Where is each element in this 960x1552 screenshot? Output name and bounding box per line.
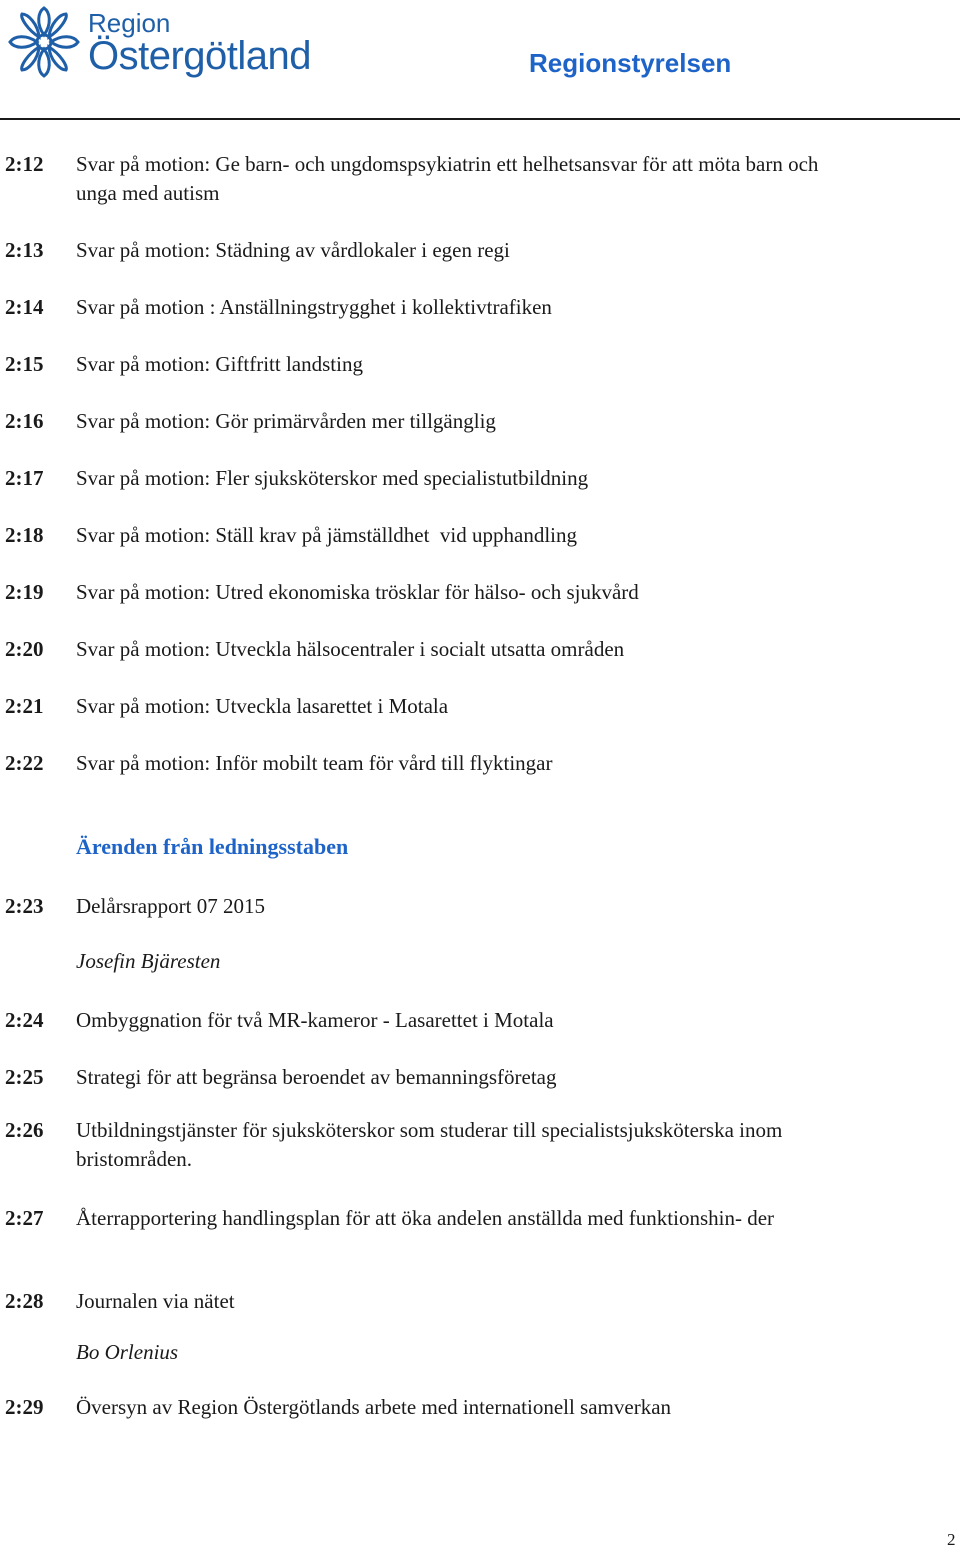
item-number: 2:20 (5, 637, 44, 661)
region-logo (4, 4, 324, 80)
presenter-name: Bo Orlenius (76, 1340, 179, 1364)
item-text: Ombyggnation för två MR-kameror - Lasarettet i Motala (76, 1008, 554, 1032)
item-number: 2:26 (5, 1118, 44, 1142)
item-text: Svar på motion: Utveckla hälsocentraler i socialt utsatta områden (76, 637, 625, 661)
item-text: Svar på motion: Giftfritt landsting (76, 352, 363, 376)
item-number: 2:13 (5, 238, 44, 262)
item-number: 2:22 (5, 751, 44, 775)
item-text: Svar på motion: Utveckla lasarettet i Motala (76, 694, 449, 718)
item-number: 2:19 (5, 580, 44, 604)
item-number: 2:12 (5, 152, 44, 176)
item-number: 2:25 (5, 1065, 44, 1089)
item-number: 2:14 (5, 295, 44, 319)
flower-logo-icon (4, 4, 84, 80)
item-number: 2:27 (5, 1206, 44, 1230)
section-heading: Ärenden från ledningsstaben (76, 834, 349, 859)
item-text: Återrapportering handlingsplan för att öka andelen anställda med funktionshin- der (76, 1206, 775, 1230)
item-number: 2:29 (5, 1395, 44, 1419)
item-text: Översyn av Region Östergötlands arbete med internationell samverkan (76, 1395, 672, 1419)
page-number: 2 (947, 1530, 956, 1549)
item-text: Svar på motion: Ställ krav på jämställdhet vid upphandling (76, 523, 578, 547)
item-text: Delårsrapport 07 2015 (76, 894, 265, 918)
item-number: 2:24 (5, 1008, 44, 1032)
item-text: Utbildningstjänster för sjuksköterskor som studerar till specialistsjuksköterska inom bristområden. (76, 1118, 783, 1171)
header-divider (0, 118, 960, 120)
presenter-name: Josefin Bjäresten (76, 949, 221, 973)
item-number: 2:23 (5, 894, 44, 918)
item-number: 2:17 (5, 466, 44, 490)
logo-line-ostergotland: Östergötland (88, 34, 312, 78)
item-number: 2:16 (5, 409, 44, 433)
item-text: Svar på motion : Anställningstrygghet i kollektivtrafiken (76, 295, 552, 319)
item-number: 2:18 (5, 523, 44, 547)
item-text: Journalen via nätet (76, 1289, 235, 1313)
item-text: Svar på motion: Inför mobilt team för vård till flyktingar (76, 751, 553, 775)
page-title: Regionstyrelsen (529, 48, 732, 78)
item-text: Svar på motion: Städning av vårdlokaler i egen regi (76, 238, 510, 262)
item-number: 2:28 (5, 1289, 44, 1313)
item-number: 2:15 (5, 352, 44, 376)
item-text: Svar på motion: Ge barn- och ungdomspsykiatrin ett helhetsansvar för att möta barn och unga med autism (76, 152, 819, 205)
item-text: Svar på motion: Gör primärvården mer tillgänglig (76, 409, 496, 433)
item-text: Strategi för att begränsa beroendet av bemanningsföretag (76, 1065, 557, 1089)
item-number: 2:21 (5, 694, 44, 718)
item-text: Svar på motion: Fler sjuksköterskor med specialistutbildning (76, 466, 589, 490)
item-text: Svar på motion: Utred ekonomiska trösklar för hälso- och sjukvård (76, 580, 639, 604)
logo-line-region: Region (88, 8, 171, 38)
